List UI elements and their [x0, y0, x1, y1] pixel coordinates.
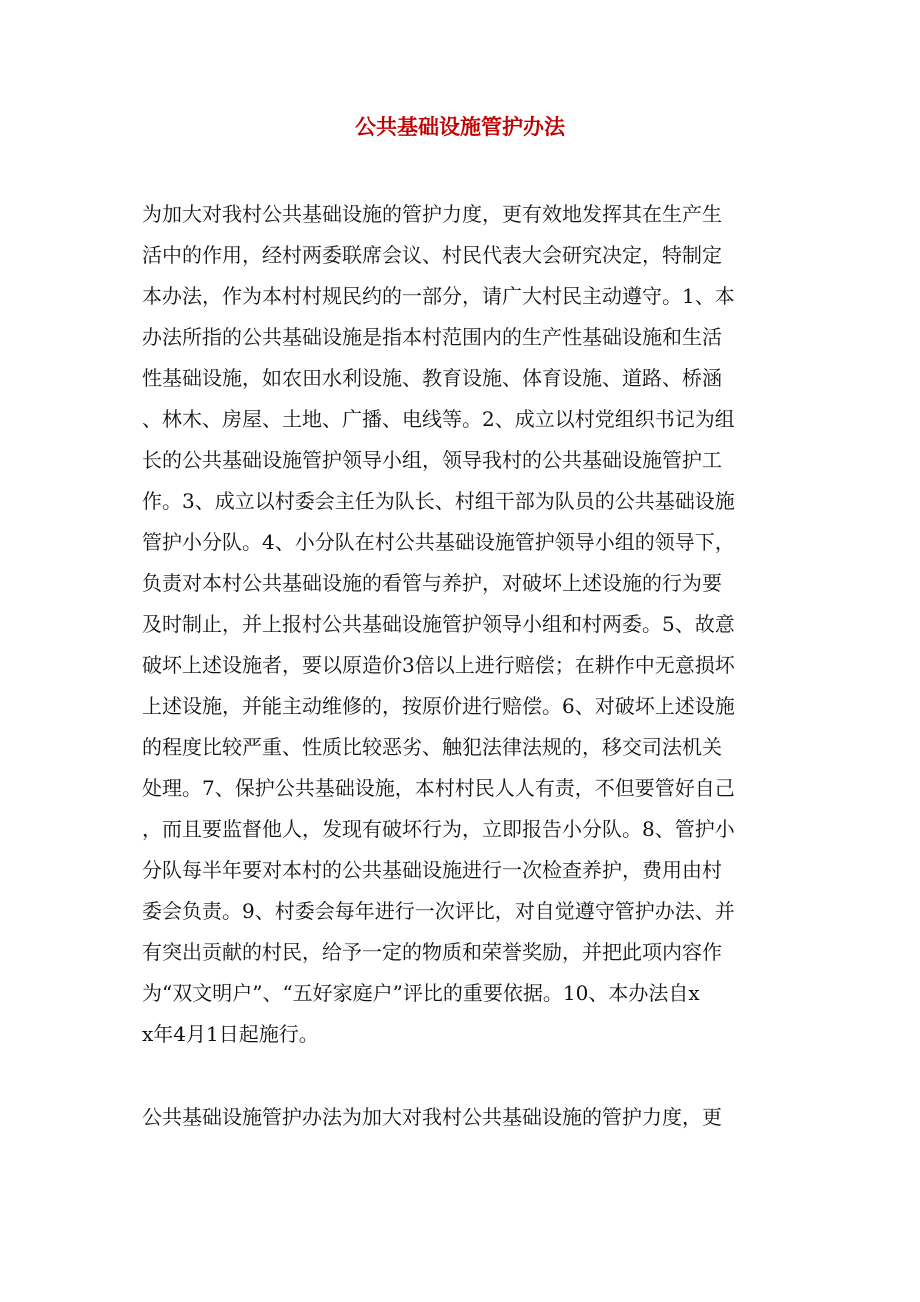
document-title: 公共基础设施管护办法 — [355, 115, 565, 139]
paragraph-line: 破坏上述设施者，要以原造价3倍以上进行赔偿；在耕作中无意损坏 — [142, 653, 735, 677]
paragraph-line: 性基础设施，如农田水利设施、教育设施、体育设施、道路、桥涵 — [142, 366, 722, 390]
paragraph-line: 及时制止，并上报村公共基础设施管护领导小组和村两委。5、故意 — [142, 612, 735, 636]
paragraph-line: 、林木、房屋、土地、广播、电线等。2、成立以村党组织书记为组 — [142, 407, 735, 431]
paragraph-line: 公共基础设施管护办法为加大对我村公共基础设施的管护力度，更 — [142, 1105, 722, 1129]
paragraph-line: 上述设施，并能主动维修的，按原价进行赔偿。6、对破坏上述设施 — [142, 694, 735, 718]
paragraph-line: 作。3、成立以村委会主任为队长、村组干部为队员的公共基础设施 — [142, 489, 735, 513]
paragraph-line: 的程度比较严重、性质比较恶劣、触犯法律法规的，移交司法机关 — [142, 735, 722, 759]
paragraph-line: 管护小分队。4、小分队在村公共基础设施管护领导小组的领导下， — [142, 530, 735, 554]
paragraph-line: 活中的作用，经村两委联席会议、村民代表大会研究决定，特制定 — [142, 243, 722, 267]
paragraph-line: 负责对本村公共基础设施的看管与养护，对破坏上述设施的行为要 — [142, 571, 722, 595]
paragraph-line: 办法所指的公共基础设施是指本村范围内的生产性基础设施和生活 — [142, 325, 722, 349]
paragraph-line: 本办法，作为本村村规民约的一部分，请广大村民主动遵守。1、本 — [142, 284, 735, 308]
paragraph-line: 分队每半年要对本村的公共基础设施进行一次检查养护，费用由村 — [142, 858, 722, 882]
paragraph-line: 委会负责。9、村委会每年进行一次评比，对自觉遵守管护办法、并 — [142, 899, 735, 923]
paragraph-line: 处理。7、保护公共基础设施，本村村民人人有责，不但要管好自己 — [142, 776, 735, 800]
paragraph-line: 长的公共基础设施管护领导小组，领导我村的公共基础设施管护工 — [142, 448, 722, 472]
paragraph-line: ，而且要监督他人，发现有破坏行为，立即报告小分队。8、管护小 — [142, 817, 735, 841]
paragraph-line: 为“双文明户”、“五好家庭户”评比的重要依据。10、本办法自x — [142, 981, 700, 1005]
paragraph-line: x年4月1日起施行。 — [142, 1022, 319, 1046]
paragraph-line: 有突出贡献的村民，给予一定的物质和荣誉奖励，并把此项内容作 — [142, 940, 722, 964]
paragraph-line: 为加大对我村公共基础设施的管护力度，更有效地发挥其在生产生 — [142, 202, 722, 226]
